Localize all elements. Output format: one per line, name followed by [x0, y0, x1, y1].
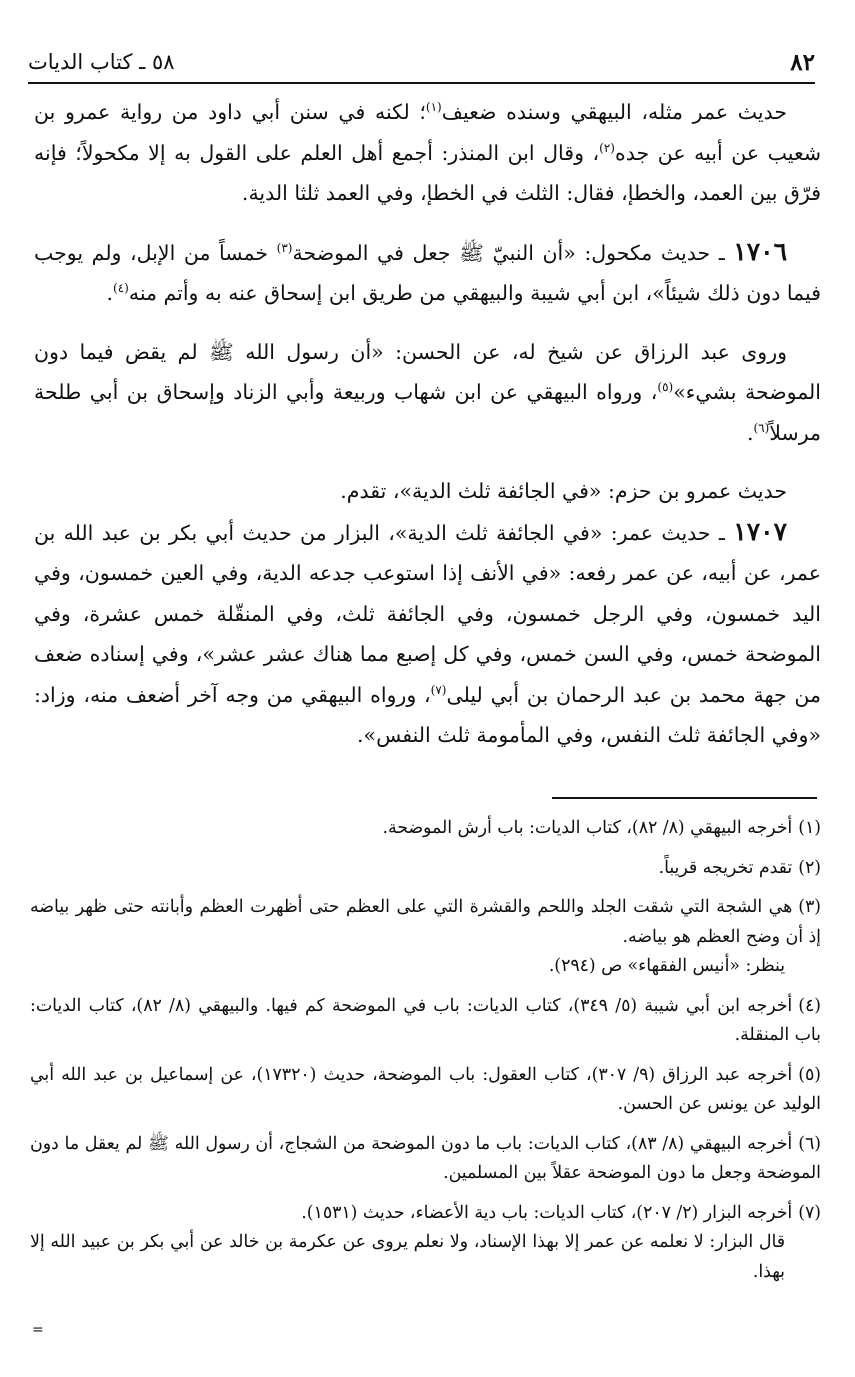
- hadith-1707: ١٧٠٧ ـ حديث عمر: «في الجائفة ثلث الدية»، البزار من حديث أبي بكر بن عبد الله بن عمر، عن أبيه، عن عمر رفعه: «في الأنف إذا استوعب جدعه الدية، وفي العين خمسون، وفي اليد خمسون، وفي الرجل خمسون، وفي الجائفة ثلث، وفي المنقّلة خمس عشرة، وفي الموضحة خمس، وفي السن خمس، وفي كل إصبع مما هناك عشر عشر»، وفي إسناده ضعف من جهة محمد بن عبد الرحمان بن أبي ليلى$^{(٧)}$، ورواه البيهقي من وجه آخر أضعف منه، وزاد: «وفي الجائفة ثلث النفس، وفي المأمومة ثلث النفس».: [34, 516, 822, 747]
- paragraph-amr-ibn-hazm: حديث عمرو بن حزم: «في الجائفة ثلث الدية»، تقدم.: [340, 479, 787, 503]
- paragraph-abd-al-razzaq: وروى عبد الرزاق عن شيخ له، عن الحسن: «أن رسول الله ﷺ لم يقض فيما دون الموضحة بشيء»$^{(٥)}$، ورواه البيهقي عن ابن شهاب وربيعة وأبي الزناد وإسحاق بن أبي طلحة مرسلاً$^{(٦)}$.: [34, 339, 821, 445]
- footnote-7: (٧)أخرجه البزار (٢/ ٢٠٧)، كتاب الديات: باب دية الأعضاء، حديث (١٥٣١). قال البزار: لا نعلمه عن عمر إلا بهذا الإسناد، ولا نعلم يروى عن عكرمة بن خالد عن أبي بكر بن عبيد الله إلا بهذا.: [30, 1199, 821, 1288]
- footnote-6: (٦)أخرجه البيهقي (٨/ ٨٣)، كتاب الديات: باب ما دون الموضحة من الشجاج، أن رسول الله ﷺ لم يعقل ما دون الموضحة وجعل ما دون الموضحة عقلاً بين المسلمين.: [30, 1133, 821, 1183]
- footnote-4: (٤)أخرجه ابن أبي شيبة (٥/ ٣٤٩)، كتاب الديات: باب في الموضحة كم فيها. والبيهقي (٨/ ٨٢)، كتاب الديات: باب المنقلة.: [30, 995, 822, 1045]
- footnote-ref-1[interactable]: (١): [425, 100, 442, 115]
- footnote-3: (٣)هي الشجة التي شقت الجلد واللحم والقشرة التي على العظم حتى أظهرت العظم وأبانته حتى ظهر بياضه إذ أن وضح العظم هو بياضه. ينظر: «أنيس الفقهاء» ص (٢٩٤).: [30, 893, 821, 982]
- footnote-ref-4[interactable]: (٤): [113, 281, 129, 296]
- page-number: ٨٢: [790, 48, 815, 76]
- footnote-3-reference: ينظر: «أنيس الفقهاء» ص (٢٩٤).: [548, 956, 785, 976]
- page-header: [28, 42, 815, 84]
- footnote-2: (٢)تقدم تخريجه قريباً.: [658, 857, 821, 878]
- main-text: [34, 92, 821, 756]
- footnote-number: (٢): [798, 857, 821, 878]
- running-title: ٥٨ ـ كتاب الديات: [28, 50, 175, 74]
- footnote-5: (٥)أخرجه عبد الرزاق (٩/ ٣٠٧)، كتاب العقول: باب الموضحة، حديث (١٧٣٢٠)، عن إسماعيل بن عبد الله أبي الوليد عن يونس عن الحسن.: [30, 1064, 821, 1114]
- footnote-separator: [552, 797, 817, 799]
- footnote-number: (٦): [798, 1133, 821, 1154]
- footnotes: [30, 814, 821, 1297]
- footnote-ref-7[interactable]: (٧): [430, 682, 447, 697]
- footnote-number: (٧): [798, 1202, 821, 1223]
- hadith-1706: ١٧٠٦ ـ حديث مكحول: «أن النبيّ ﷺ جعل في الموضحة$^{(٣)}$ خمساً من الإبل، ولم يوجب فيما دون ذلك شيئاً»، ابن أبي شيبة والبيهقي من طريق ابن إسحاق عنه به وأتم منه$^{(٤)}$.: [34, 236, 821, 305]
- hadith-number-1707: ١٧٠٧: [733, 516, 787, 546]
- footnote-number: (١): [798, 818, 821, 838]
- paragraph-umar-hadith: حديث عمر مثله، البيهقي وسنده ضعيف$^{(١)}$؛ لكنه في سنن أبي داود من رواية عمرو بن شعيب عن أبيه عن جده$^{(٢)}$، وقال ابن المنذر: أجمع أهل العلم على القول به إلا مكحولاً؛ فإنه فرّق بين العمد، والخطإ، فقال: الثلث في الخطإ، وفي العمد ثلثا الدية.: [34, 100, 822, 205]
- corner-mark: =: [32, 1322, 44, 1338]
- footnote-1: (١)أخرجه البيهقي (٨/ ٨٢)، كتاب الديات: باب أرش الموضحة.: [382, 818, 821, 838]
- footnote-ref-6[interactable]: (٦): [753, 420, 770, 435]
- footnote-number: (٣): [798, 897, 821, 917]
- footnote-ref-5[interactable]: (٥): [657, 380, 674, 395]
- footnote-ref-2[interactable]: (٢): [599, 140, 615, 155]
- hadith-number-1706: ١٧٠٦: [733, 236, 787, 266]
- footnote-7-comment: قال البزار: لا نعلمه عن عمر إلا بهذا الإسناد، ولا نعلم يروى عن عكرمة بن خالد عن أبي بكر بن عبيد الله إلا بهذا.: [30, 1232, 785, 1282]
- footnote-ref-3[interactable]: (٣): [276, 240, 293, 255]
- footnote-number: (٥): [798, 1064, 821, 1085]
- footnote-number: (٤): [798, 995, 822, 1016]
